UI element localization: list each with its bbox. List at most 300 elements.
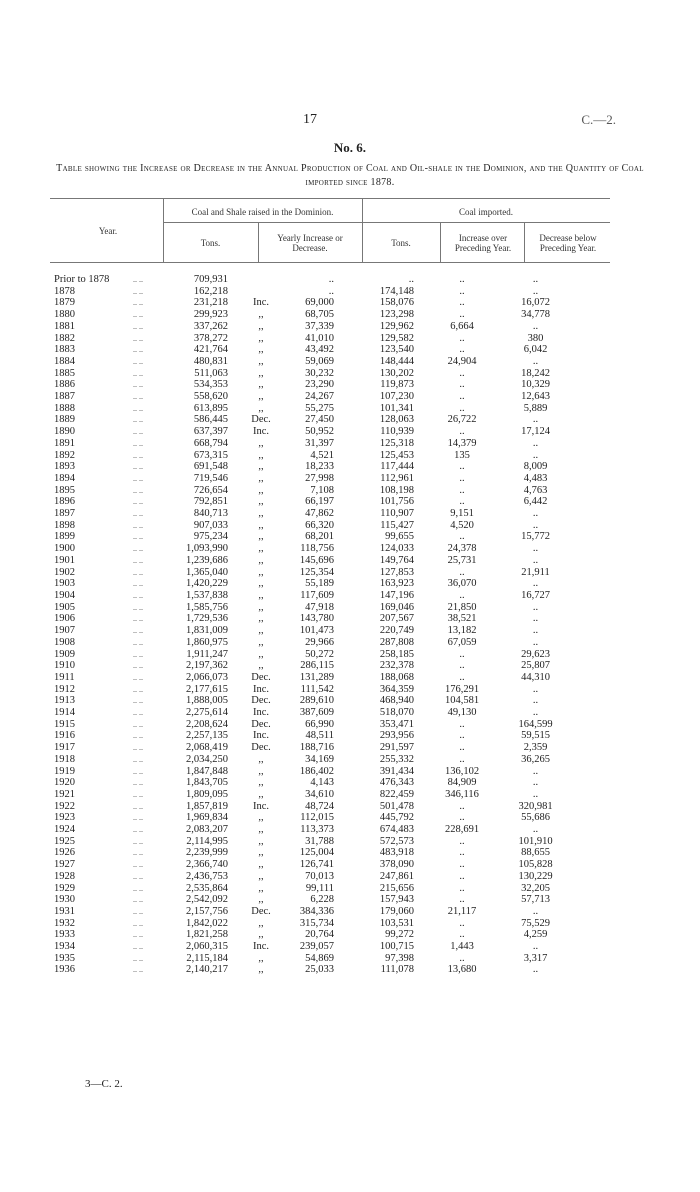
increase-cell: 176,291 — [444, 683, 480, 695]
change-type-cell: ,, — [258, 496, 264, 508]
decrease-cell: 10,329 — [521, 379, 550, 391]
imported-tons-cell: 674,483 — [379, 824, 414, 836]
year-cell: 1907 — [54, 625, 75, 637]
change-type-cell: ,, — [258, 613, 264, 625]
change-value-cell: 55,189 — [305, 578, 334, 590]
table-row — [54, 941, 573, 953]
change-value-cell: 20,764 — [305, 929, 334, 941]
increase-cell: 1,443 — [450, 941, 474, 953]
leader-dots: .. .. — [133, 696, 143, 706]
tons-cell: 1,969,834 — [186, 812, 228, 824]
group-imported-header: Coal imported. — [459, 207, 513, 217]
imported-tons-cell: 174,148 — [379, 285, 414, 297]
table-row — [54, 321, 573, 333]
change-value-cell: 99,111 — [305, 882, 334, 894]
leader-dots: .. .. — [133, 719, 143, 729]
increase-cell: 21,850 — [447, 601, 477, 613]
year-cell: 1884 — [54, 355, 75, 367]
year-cell: 1878 — [54, 285, 75, 297]
change-type-cell: ,, — [258, 870, 264, 882]
table-row — [54, 520, 573, 532]
increase-cell: .. — [459, 730, 465, 742]
imported-tons-cell: 147,196 — [379, 589, 414, 601]
year-cell: 1897 — [54, 508, 75, 520]
table-row — [54, 391, 573, 403]
decrease-cell: 88,655 — [521, 847, 550, 859]
tons-cell: 162,218 — [193, 285, 228, 297]
coal-table — [54, 274, 573, 976]
decrease-cell: 130,229 — [518, 870, 553, 882]
tons-cell: 1,729,536 — [186, 613, 228, 625]
increase-cell: .. — [459, 671, 465, 683]
tons-cell: 2,177,615 — [186, 683, 228, 695]
imported-tons-cell: 123,298 — [379, 309, 414, 321]
tons-cell: 2,257,135 — [186, 730, 228, 742]
table-row — [54, 555, 573, 567]
leader-dots: .. .. — [133, 930, 143, 940]
table-row — [54, 438, 573, 450]
change-type-cell: ,, — [258, 753, 264, 765]
change-value-cell: 112,015 — [300, 812, 334, 824]
page-number: 17 — [303, 112, 317, 127]
change-type-cell — [246, 286, 276, 298]
table-row — [54, 929, 573, 941]
change-value-cell: 23,290 — [305, 379, 334, 391]
change-type-cell: ,, — [258, 765, 264, 777]
table-row — [54, 789, 573, 801]
change-type-cell: Inc. — [252, 683, 270, 695]
leader-dots: .. .. — [133, 602, 143, 612]
tons-cell: 2,275,614 — [186, 707, 228, 719]
table-row — [54, 286, 573, 298]
change-type-cell: ,, — [258, 648, 264, 660]
increase-cell: .. — [459, 379, 465, 391]
change-value-cell: 131,289 — [299, 671, 334, 683]
change-type-cell: ,, — [258, 332, 264, 344]
imported-tons-cell: 572,573 — [379, 835, 414, 847]
increase-cell: 49,130 — [447, 707, 477, 719]
decrease-cell: .. — [532, 765, 539, 777]
imported-tons-cell: 129,582 — [379, 332, 414, 344]
tons-cell: 1,093,990 — [186, 543, 228, 555]
leader-dots: .. .. — [133, 813, 143, 823]
table-row — [54, 883, 573, 895]
table-row — [54, 426, 573, 438]
tons-cell: 1,809,095 — [186, 788, 228, 800]
leader-dots: .. .. — [133, 778, 143, 788]
leader-dots: .. .. — [133, 415, 143, 425]
table-caption: Table showing the Increase or Decrease in the Annual Production of Coal and Oil-shale in the Dominion, and the Quantity of Coal imported since 1878. — [56, 163, 644, 188]
year-cell: 1891 — [54, 437, 75, 449]
change-value-cell: 48,724 — [305, 800, 334, 812]
tons-cell: 726,654 — [193, 484, 228, 496]
imported-tons-cell: 101,756 — [379, 496, 414, 508]
leader-dots: .. .. — [133, 368, 143, 378]
change-value-cell: 66,197 — [305, 496, 334, 508]
tons-cell: 975,234 — [193, 531, 228, 543]
year-cell: 1886 — [54, 379, 75, 391]
year-cell: 1881 — [54, 320, 75, 332]
change-value-cell: 18,233 — [305, 461, 334, 473]
change-type-cell: ,, — [258, 625, 264, 637]
decrease-cell: .. — [532, 414, 539, 426]
table-row — [54, 414, 573, 426]
increase-cell: 346,116 — [445, 788, 479, 800]
group2-underline — [362, 222, 610, 223]
tons-cell: 1,821,258 — [186, 929, 228, 941]
decrease-cell: 55,686 — [521, 812, 550, 824]
change-type-cell: ,, — [258, 929, 264, 941]
increase-cell: 14,379 — [447, 437, 477, 449]
tons-cell: 534,353 — [193, 379, 228, 391]
increase-cell: .. — [459, 870, 465, 882]
year-cell: 1910 — [54, 660, 75, 672]
change-type-cell: ,, — [258, 449, 264, 461]
decrease-cell: .. — [532, 707, 539, 719]
leader-dots: .. .. — [133, 883, 143, 893]
decrease-cell: 25,807 — [521, 660, 550, 672]
change-value-cell: 186,402 — [299, 765, 334, 777]
year-cell: 1912 — [54, 683, 75, 695]
change-value-cell: 68,705 — [305, 309, 334, 321]
decrease-cell: 5,889 — [523, 402, 548, 414]
leader-dots: .. .. — [133, 789, 143, 799]
year-cell: 1932 — [54, 917, 75, 929]
tons-cell: 668,794 — [193, 437, 228, 449]
year-cell: 1917 — [54, 742, 75, 754]
tons-cell: 2,542,092 — [186, 894, 228, 906]
table-row — [54, 684, 573, 696]
decrease-cell: .. — [532, 824, 539, 836]
decrease-cell: 2,359 — [523, 742, 548, 754]
table-number: No. 6. — [333, 140, 367, 155]
year-cell: 1879 — [54, 297, 75, 309]
increase-cell: .. — [459, 531, 465, 543]
leader-dots: .. .. — [133, 731, 143, 741]
imported-tons-cell: 107,230 — [379, 391, 414, 403]
increase-cell: 26,722 — [447, 414, 477, 426]
imported-tons-cell: 468,940 — [379, 695, 414, 707]
change-type-cell: ,, — [258, 355, 264, 367]
tons-cell: 1,831,009 — [186, 625, 228, 637]
decrease-cell: .. — [532, 355, 539, 367]
change-type-cell: ,, — [258, 320, 264, 332]
leader-dots: .. .. — [133, 497, 143, 507]
decrease-cell: 59,515 — [521, 730, 550, 742]
increase-cell: .. — [459, 426, 465, 438]
increase-cell: .. — [459, 484, 465, 496]
tons-cell: 1,888,005 — [186, 695, 228, 707]
change-type-cell — [246, 274, 276, 286]
increase-cell: 67,059 — [447, 636, 477, 648]
change-type-cell: ,, — [258, 952, 264, 964]
year-cell: 1909 — [54, 648, 75, 660]
imported-tons-cell: 117,444 — [380, 461, 414, 473]
tons-cell: 480,831 — [193, 355, 228, 367]
decrease-cell: .. — [532, 777, 539, 789]
tons-cell: 1,585,756 — [186, 601, 228, 613]
change-value-cell: 387,609 — [299, 707, 334, 719]
decrease-cell: 380 — [527, 332, 544, 344]
change-value-cell: 25,033 — [305, 964, 334, 976]
change-type-cell: ,, — [258, 484, 264, 496]
decrease-cell: 17,124 — [521, 426, 550, 438]
table-row — [54, 730, 573, 742]
year-cell: 1899 — [54, 531, 75, 543]
change-value-cell: 29,966 — [305, 636, 334, 648]
imported-tons-cell: 103,531 — [379, 917, 414, 929]
change-value-cell: 286,115 — [300, 660, 334, 672]
change-value-cell: 37,339 — [305, 320, 334, 332]
table-row — [54, 613, 573, 625]
increase-cell: .. — [459, 589, 465, 601]
page-code: C.—2. — [581, 112, 616, 127]
leader-dots: .. .. — [133, 520, 143, 530]
change-type-cell: ,, — [258, 859, 264, 871]
change-value-cell: 50,272 — [305, 648, 334, 660]
col-yearly-header: Yearly Increase or Decrease. — [277, 233, 343, 253]
change-type-cell: ,, — [258, 578, 264, 590]
decrease-cell: .. — [532, 449, 539, 461]
imported-tons-cell: 247,861 — [379, 870, 414, 882]
year-cell: 1923 — [54, 812, 75, 824]
table-row — [54, 496, 573, 508]
table-row — [54, 836, 573, 848]
year-cell: 1930 — [54, 894, 75, 906]
decrease-cell: 16,727 — [521, 589, 550, 601]
leader-dots: .. .. — [133, 509, 143, 519]
table-row — [54, 953, 573, 965]
decrease-cell: .. — [532, 578, 539, 590]
imported-tons-cell: 179,060 — [379, 905, 414, 917]
table-row — [54, 333, 573, 345]
year-cell: 1931 — [54, 905, 75, 917]
decrease-cell: .. — [532, 941, 539, 953]
year-cell: 1900 — [54, 543, 75, 555]
year-cell: 1915 — [54, 718, 75, 730]
leader-dots: .. .. — [133, 532, 143, 542]
decrease-cell: 57,713 — [521, 894, 550, 906]
imported-tons-cell: 483,918 — [379, 847, 414, 859]
change-type-cell: ,, — [258, 367, 264, 379]
table-row — [54, 918, 573, 930]
tons-cell: 2,140,217 — [186, 964, 228, 976]
imported-tons-cell: 97,398 — [385, 952, 414, 964]
tons-cell: 2,197,362 — [186, 660, 228, 672]
change-type-cell: ,, — [258, 519, 264, 531]
year-cell: 1911 — [54, 671, 75, 683]
leader-dots: .. .. — [133, 590, 143, 600]
increase-cell: .. — [459, 952, 465, 964]
change-value-cell: 66,990 — [305, 718, 334, 730]
leader-dots: .. .. — [133, 298, 143, 308]
table-row — [54, 543, 573, 555]
imported-tons-cell: 124,033 — [379, 543, 414, 555]
tons-cell: 2,239,999 — [186, 847, 228, 859]
imported-tons-cell: 110,939 — [380, 426, 414, 438]
table-row — [54, 297, 573, 309]
change-value-cell: 111,542 — [300, 683, 334, 695]
col-imp-tons-header: Tons. — [391, 238, 411, 248]
change-type-cell: Dec. — [251, 671, 271, 683]
increase-cell: .. — [459, 402, 465, 414]
table-row — [54, 344, 573, 356]
change-value-cell: 66,320 — [305, 519, 334, 531]
change-type-cell: ,, — [258, 461, 264, 473]
decrease-cell: .. — [532, 905, 539, 917]
increase-cell: 38,521 — [447, 613, 477, 625]
table-row — [54, 590, 573, 602]
change-value-cell: 289,610 — [299, 695, 334, 707]
decrease-cell: 12,643 — [521, 391, 550, 403]
imported-tons-cell: 291,597 — [379, 742, 414, 754]
leader-dots: .. .. — [133, 906, 143, 916]
table-row — [54, 812, 573, 824]
tons-cell: 2,034,250 — [186, 753, 228, 765]
table-row — [54, 356, 573, 368]
decrease-cell: 18,242 — [521, 367, 550, 379]
increase-cell: .. — [459, 332, 465, 344]
year-cell: 1922 — [54, 800, 75, 812]
tons-cell: 337,262 — [193, 320, 228, 332]
leader-dots: .. .. — [133, 345, 143, 355]
increase-cell: .. — [459, 285, 465, 297]
change-value-cell: 125,004 — [299, 847, 334, 859]
table-row — [54, 508, 573, 520]
decrease-cell: 34,778 — [521, 309, 550, 321]
decrease-cell: 4,259 — [523, 929, 548, 941]
increase-cell: .. — [459, 859, 465, 871]
tons-cell: 2,083,207 — [186, 824, 228, 836]
year-cell: 1918 — [54, 753, 75, 765]
change-type-cell: Inc. — [252, 730, 270, 742]
table-row — [54, 847, 573, 859]
increase-cell: 4,520 — [450, 519, 474, 531]
col-tons-header: Tons. — [200, 238, 221, 248]
year-cell: 1916 — [54, 730, 75, 742]
imported-tons-cell: 353,471 — [379, 718, 414, 730]
imported-tons-cell: 100,715 — [379, 941, 414, 953]
increase-cell: .. — [459, 367, 465, 379]
leader-dots: .. .. — [133, 965, 143, 975]
change-value-cell: 118,756 — [300, 543, 334, 555]
year-cell: 1906 — [54, 613, 75, 625]
increase-cell: .. — [459, 847, 465, 859]
year-cell: 1935 — [54, 952, 75, 964]
year-cell: 1893 — [54, 461, 75, 473]
decrease-cell: 75,529 — [521, 917, 550, 929]
year-cell: 1905 — [54, 601, 75, 613]
year-cell: 1882 — [54, 332, 75, 344]
tons-cell: 613,895 — [193, 402, 228, 414]
leader-dots: .. .. — [133, 356, 143, 366]
imported-tons-cell: 99,655 — [385, 531, 414, 543]
change-type-cell: ,, — [258, 566, 264, 578]
table-row — [54, 403, 573, 415]
tons-cell: 673,315 — [193, 449, 228, 461]
change-type-cell: ,, — [258, 554, 264, 566]
tons-cell: 792,851 — [193, 496, 228, 508]
change-value-cell: 6,228 — [310, 894, 334, 906]
decrease-cell: 105,828 — [518, 859, 553, 871]
decrease-cell: 164,599 — [518, 718, 553, 730]
change-type-cell: ,, — [258, 636, 264, 648]
change-value-cell: .. — [328, 285, 334, 297]
table-row — [54, 777, 573, 789]
imported-tons-cell: 125,318 — [379, 437, 414, 449]
imported-tons-cell: 501,478 — [379, 800, 414, 812]
imported-tons-cell: 127,853 — [379, 566, 414, 578]
change-type-cell: ,, — [258, 543, 264, 555]
year-cell: 1924 — [54, 824, 75, 836]
imported-tons-cell: 220,749 — [379, 625, 414, 637]
decrease-cell: 15,772 — [521, 531, 550, 543]
imported-tons-cell: 255,332 — [379, 753, 414, 765]
year-cell: Prior to 1878 — [54, 274, 110, 285]
leader-dots: .. .. — [133, 825, 143, 835]
leader-dots: .. .. — [133, 860, 143, 870]
year-cell: 1908 — [54, 636, 75, 648]
subcol-divider-3 — [524, 222, 525, 262]
year-cell: 1933 — [54, 929, 75, 941]
year-cell: 1921 — [54, 788, 75, 800]
change-value-cell: 117,609 — [300, 589, 334, 601]
decrease-cell: .. — [532, 601, 539, 613]
change-value-cell: 24,267 — [305, 391, 334, 403]
tons-cell: 2,157,756 — [186, 905, 228, 917]
change-type-cell: ,, — [258, 309, 264, 321]
tons-cell: 1,537,838 — [186, 589, 228, 601]
increase-cell: .. — [459, 882, 465, 894]
change-value-cell: 31,788 — [305, 835, 334, 847]
increase-cell: .. — [459, 742, 465, 754]
imported-tons-cell: 476,343 — [379, 777, 414, 789]
increase-cell: 6,664 — [450, 320, 474, 332]
increase-cell: .. — [459, 344, 465, 356]
tons-cell: 2,114,995 — [186, 835, 228, 847]
year-cell: 1885 — [54, 367, 75, 379]
change-value-cell: 48,511 — [305, 730, 334, 742]
year-cell: 1934 — [54, 941, 75, 953]
imported-tons-cell: 125,453 — [379, 449, 414, 461]
change-type-cell: ,, — [258, 379, 264, 391]
change-value-cell: 59,069 — [305, 355, 334, 367]
leader-dots: .. .. — [133, 473, 143, 483]
decrease-cell: .. — [532, 554, 539, 566]
change-value-cell: 27,998 — [305, 472, 334, 484]
change-type-cell: Dec. — [251, 414, 271, 426]
leader-dots: .. .. — [133, 579, 143, 589]
imported-tons-cell: 149,764 — [379, 554, 414, 566]
tons-cell: 1,239,686 — [186, 554, 228, 566]
table-row — [54, 309, 573, 321]
decrease-cell: 44,310 — [521, 671, 550, 683]
tons-cell: 2,060,315 — [186, 941, 228, 953]
leader-dots: .. .. — [133, 661, 143, 671]
imported-tons-cell: 207,567 — [379, 613, 414, 625]
change-type-cell: ,, — [258, 531, 264, 543]
leader-dots: .. .. — [133, 333, 143, 343]
imported-tons-cell: 111,078 — [380, 964, 414, 976]
decrease-cell: 4,483 — [523, 472, 548, 484]
leader-dots: .. .. — [133, 871, 143, 881]
change-value-cell: 41,010 — [305, 332, 334, 344]
decrease-cell: 16,072 — [521, 297, 550, 309]
year-cell: 1887 — [54, 391, 75, 403]
increase-cell: 36,070 — [447, 578, 477, 590]
imported-tons-cell: 822,459 — [379, 788, 414, 800]
change-value-cell: 126,741 — [299, 859, 334, 871]
